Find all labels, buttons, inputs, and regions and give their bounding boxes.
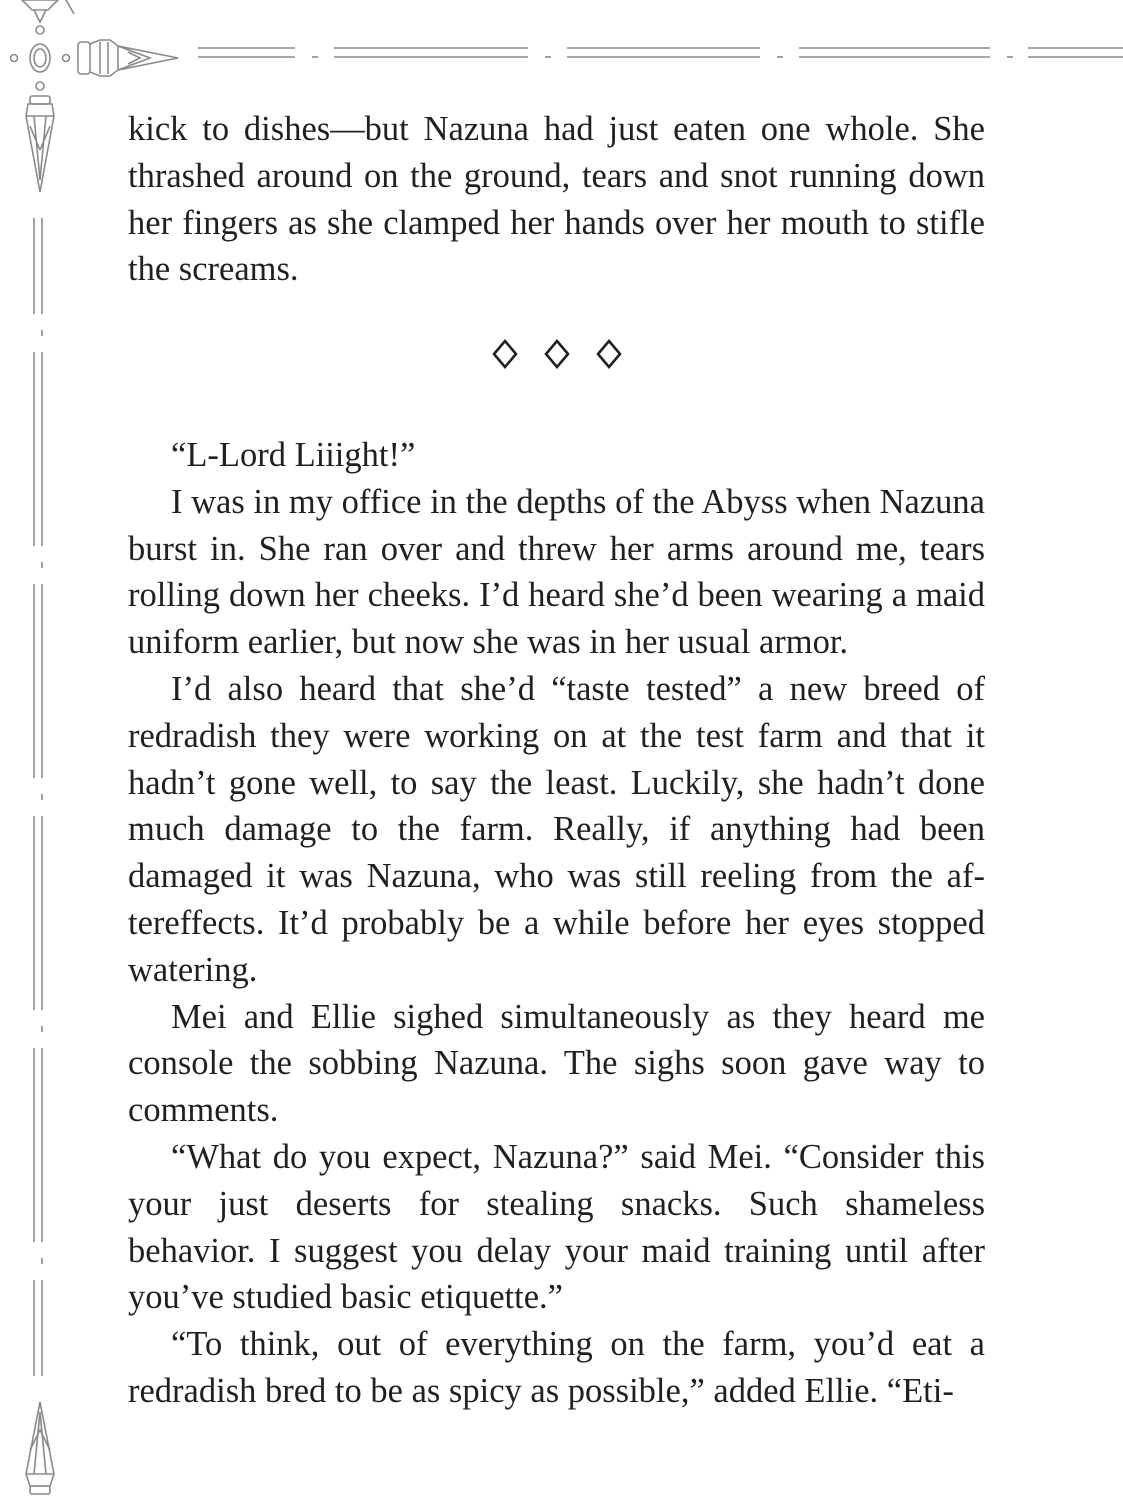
paragraph-ellie-dialogue: “To think, out of everything on the farm, you’d eat a redradish bred to be as spicy as possible,” added Ellie. “Eti- xyxy=(128,1325,985,1410)
paragraph-mei-dialogue: “What do you expect, Nazuna?” said Mei. “Consider this your just deserts for stealing snacks. Such shameless behavior. I suggest you delay your maid training until after you’ve studied basic etiquette.” xyxy=(128,1137,985,1317)
diamond-icon xyxy=(544,339,570,369)
crystal-pendant-icon xyxy=(26,96,54,192)
diamond-icon xyxy=(596,339,622,369)
continued-paragraph: kick to dishes—but Nazuna had just eaten one whole. She thrashed around on the ground, tears and snot running down her fingers as she clamped her hands over her mouth to stifle the screams. xyxy=(128,110,985,289)
crystal-arrow-icon xyxy=(78,40,178,76)
paragraph-sighs: Mei and Ellie sighed simultaneously as they heard me console the sobbing Nazuna. The sighs soon gave way to comments. xyxy=(128,997,985,1130)
body-text xyxy=(128,432,985,1415)
left-double-rule xyxy=(34,218,42,1376)
paragraph-taste-tested: I’d also heard that she’d “taste tested” a new breed of redradish they were working on at the test farm and that it hadn’t gone well, to say the least. Luckily, she hadn’t done much damage to the farm. Really, if anything had been damaged it was Nazuna, who was still reeling from the aftereffects. It’d probably be a while before her eyes stopped watering. xyxy=(128,669,985,989)
bottom-crystal-finial-icon xyxy=(26,1402,54,1494)
paragraph-dialogue-lord-light: “L-Lord Liiight!” xyxy=(171,436,416,474)
diamond-icon xyxy=(492,339,518,369)
scene-break xyxy=(128,336,985,372)
top-left-finial-icon xyxy=(11,0,75,90)
continued-paragraph-block xyxy=(128,106,985,293)
top-double-rule xyxy=(198,48,1123,57)
paragraph-office: I was in my office in the depths of the Abyss when Nazuna burst in. She ran over and threw her arms around me, tears rolling down her cheeks. I’d heard she’d been wearing a maid uniform earlier, but now she was in her usual armor. xyxy=(128,482,985,662)
